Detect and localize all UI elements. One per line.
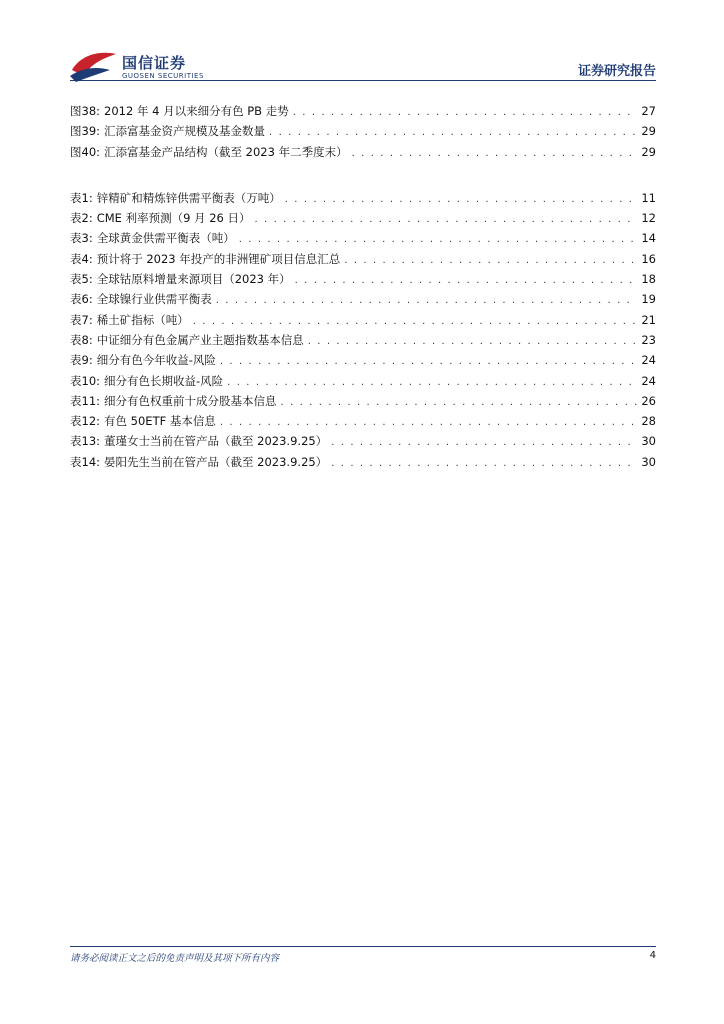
dot-leader bbox=[344, 251, 637, 271]
dot-leader bbox=[331, 433, 637, 453]
entry-label: 表5: bbox=[70, 272, 93, 287]
footer-disclaimer: 请务必阅读正文之后的免责声明及其项下所有内容 bbox=[70, 953, 280, 964]
entry-label: 表10: bbox=[70, 373, 101, 388]
report-type-label: 证券研究报告 bbox=[577, 64, 656, 79]
entry-label: 表9: bbox=[70, 353, 93, 368]
entry-page: 11 bbox=[641, 190, 656, 205]
dot-leader bbox=[281, 393, 638, 413]
entry-page: 29 bbox=[641, 124, 656, 139]
toc-entry[interactable] bbox=[70, 330, 656, 350]
entry-page: 23 bbox=[641, 332, 656, 347]
entry-title: 中证细分有色金属产业主题指数基本信息 bbox=[96, 332, 304, 347]
entry-title: 细分有色长期收益-风险 bbox=[104, 373, 224, 388]
entry-title: 预计将于 2023 年投产的非洲锂矿项目信息汇总 bbox=[96, 251, 341, 266]
entry-page: 30 bbox=[641, 454, 656, 469]
entry-title: 汇添富基金产品结构（截至 2023 年二季度末） bbox=[104, 144, 348, 159]
entry-page: 12 bbox=[641, 211, 656, 226]
toc-entry[interactable] bbox=[70, 350, 656, 370]
toc-entry[interactable] bbox=[70, 269, 656, 289]
logo-chinese-name: 国信证券 bbox=[122, 54, 187, 72]
dot-leader bbox=[293, 103, 638, 123]
entry-page: 24 bbox=[641, 353, 656, 368]
entry-label: 表4: bbox=[70, 251, 93, 266]
entry-title: 2012 年 4 月以来细分有色 PB 走势 bbox=[104, 104, 289, 118]
dot-leader bbox=[285, 190, 638, 210]
dot-leader bbox=[193, 312, 638, 332]
toc-entry[interactable] bbox=[70, 411, 656, 431]
page-number: 4 bbox=[649, 950, 656, 961]
entry-title: 晏阳先生当前在管产品（截至 2023.9.25） bbox=[104, 454, 328, 469]
entry-label: 表13: bbox=[70, 434, 101, 449]
entry-label: 表3: bbox=[70, 231, 93, 246]
toc-entry[interactable] bbox=[70, 289, 656, 309]
entry-page: 16 bbox=[641, 251, 656, 266]
logo-english-name: GUOSEN SECURITIES bbox=[122, 72, 204, 80]
entry-label: 图39: bbox=[70, 124, 101, 139]
entry-title: 全球钴原料增量来源项目（2023 年） bbox=[96, 272, 291, 287]
dot-leader bbox=[255, 210, 638, 230]
entry-label: 表1: bbox=[70, 190, 93, 205]
entry-title: 汇添富基金资产规模及基金数量 bbox=[104, 124, 266, 139]
entry-page: 28 bbox=[641, 414, 656, 429]
entry-title: 全球镍行业供需平衡表 bbox=[96, 292, 212, 307]
dot-leader bbox=[352, 144, 638, 164]
dot-leader bbox=[308, 332, 638, 352]
toc-entry[interactable] bbox=[70, 208, 656, 228]
entry-label: 表6: bbox=[70, 292, 93, 307]
entry-page: 21 bbox=[641, 312, 656, 327]
entry-label: 表11: bbox=[70, 393, 101, 408]
entry-title: 锌精矿和精炼锌供需平衡表（万吨） bbox=[96, 190, 281, 205]
table-list bbox=[70, 188, 656, 472]
entry-label: 表8: bbox=[70, 332, 93, 347]
toc-list bbox=[70, 101, 656, 472]
figure-list bbox=[70, 101, 656, 162]
entry-label: 表7: bbox=[70, 312, 93, 327]
entry-page: 19 bbox=[641, 292, 656, 307]
entry-page: 29 bbox=[641, 144, 656, 159]
brand-logo bbox=[70, 48, 230, 88]
entry-title: 有色 50ETF 基本信息 bbox=[104, 414, 216, 429]
dot-leader bbox=[269, 123, 637, 143]
entry-title: 细分有色权重前十成分股基本信息 bbox=[104, 393, 277, 408]
dot-leader bbox=[295, 271, 638, 291]
toc-entry[interactable] bbox=[70, 188, 656, 208]
toc-entry[interactable] bbox=[70, 452, 656, 472]
dot-leader bbox=[331, 454, 637, 474]
toc-entry[interactable] bbox=[70, 310, 656, 330]
toc-entry[interactable] bbox=[70, 121, 656, 141]
header-divider bbox=[70, 80, 656, 81]
entry-title: 全球黄金供需平衡表（吨） bbox=[96, 231, 235, 246]
toc-entry[interactable] bbox=[70, 371, 656, 391]
toc-entry[interactable] bbox=[70, 431, 656, 451]
entry-label: 表12: bbox=[70, 414, 101, 429]
toc-entry[interactable] bbox=[70, 101, 656, 121]
entry-page: 18 bbox=[641, 272, 656, 287]
logo-mark-icon bbox=[70, 48, 118, 82]
entry-page: 30 bbox=[641, 434, 656, 449]
entry-label: 图38: bbox=[70, 104, 101, 118]
toc-entry[interactable] bbox=[70, 249, 656, 269]
entry-label: 表14: bbox=[70, 454, 101, 469]
entry-title: 细分有色今年收益-风险 bbox=[96, 353, 216, 368]
entry-label: 图40: bbox=[70, 144, 101, 159]
toc-entry[interactable] bbox=[70, 391, 656, 411]
entry-page: 26 bbox=[641, 393, 656, 408]
entry-page: 27 bbox=[641, 104, 656, 118]
entry-label: 表2: bbox=[70, 211, 93, 226]
toc-entry[interactable] bbox=[70, 228, 656, 248]
dot-leader bbox=[239, 230, 638, 250]
entry-title: 董瑾女士当前在管产品（截至 2023.9.25） bbox=[104, 434, 328, 449]
toc-entry[interactable] bbox=[70, 142, 656, 162]
dot-leader bbox=[220, 413, 637, 433]
entry-title: CME 利率预测（9 月 26 日） bbox=[96, 211, 251, 226]
entry-page: 24 bbox=[641, 373, 656, 388]
dot-leader bbox=[216, 291, 638, 311]
footer-divider bbox=[70, 946, 656, 947]
dot-leader bbox=[227, 373, 637, 393]
entry-page: 14 bbox=[641, 231, 656, 246]
dot-leader bbox=[220, 352, 638, 372]
entry-title: 稀土矿指标（吨） bbox=[96, 312, 189, 327]
